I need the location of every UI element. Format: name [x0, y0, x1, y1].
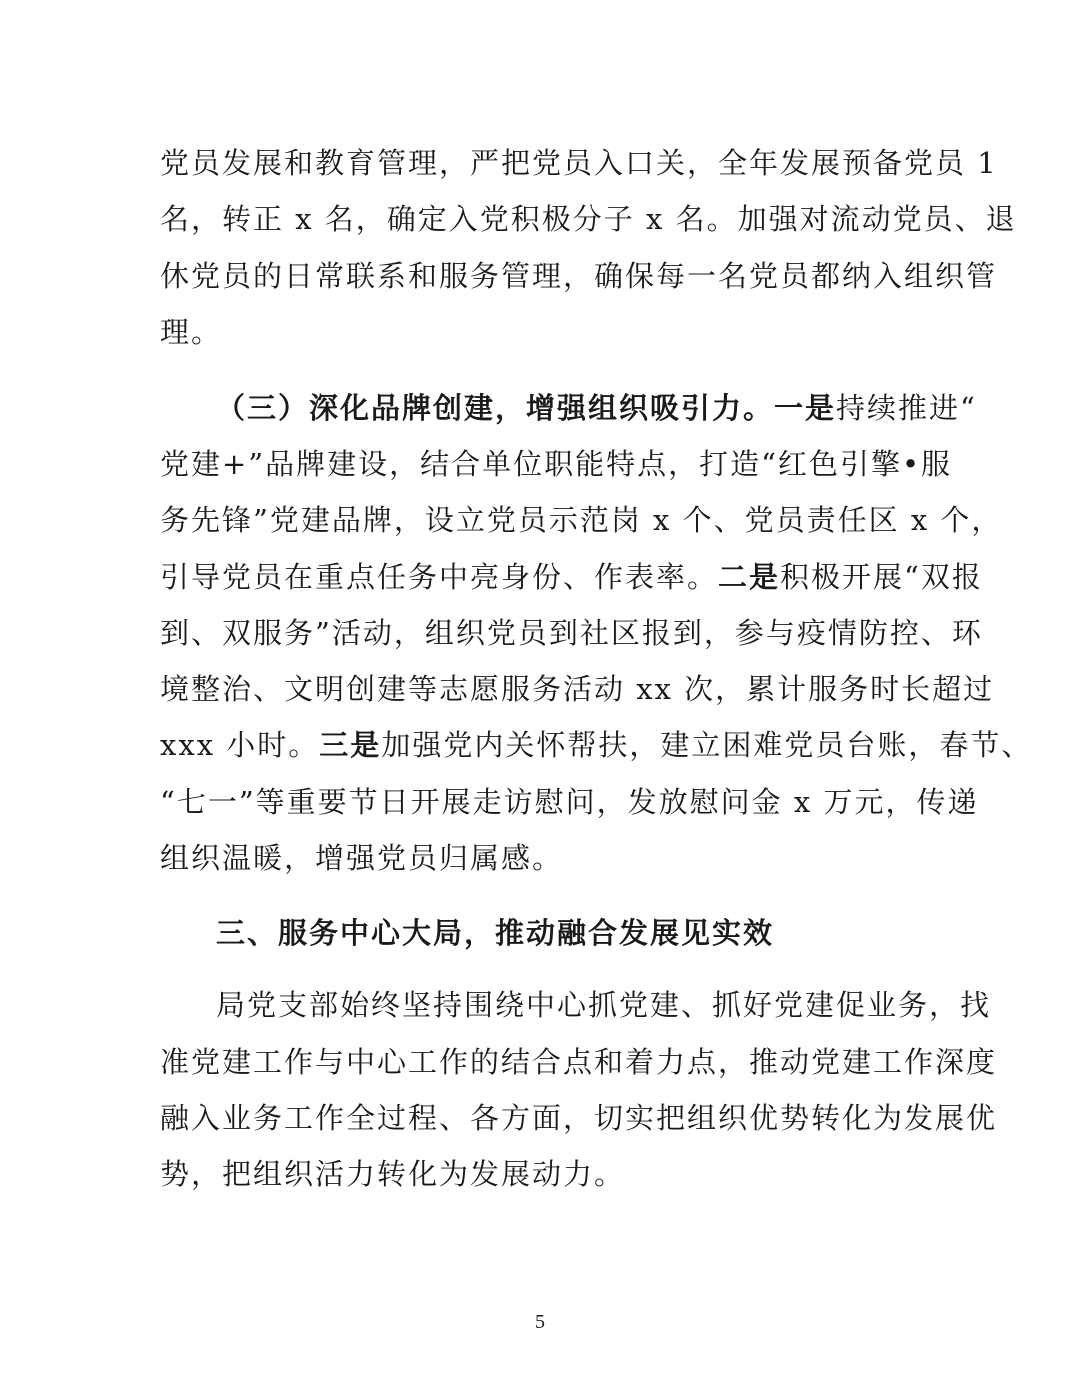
paragraph-2-line-6: 境整治、文明创建等志愿服务活动 xx 次，累计服务时长超过: [160, 672, 995, 706]
paragraph-1-line-1: 党员发展和教育管理，严把党员入口关，全年发展预备党员 1: [160, 146, 998, 180]
paragraph-2-line-7-pre: xxx 小时。: [160, 728, 320, 762]
paragraph-2-line-1: [216, 388, 977, 428]
paragraph-2-line-9: 组织温暖，增强党员归属感。: [160, 841, 564, 875]
subsection-heading: （三）深化品牌创建，增强组织吸引力。: [216, 391, 775, 425]
paragraph-2-line-4-rest: 积极开展“双报: [780, 560, 983, 594]
paragraph-2-line-4: [160, 557, 983, 597]
paragraph-1-line-3: 休党员的日常联系和服务管理，确保每一名党员都纳入组织管: [160, 259, 998, 293]
paragraph-2-line-5: 到、双服务”活动，组织党员到社区报到，参与疫情防控、环: [160, 616, 983, 650]
page-number: 5: [535, 1311, 545, 1333]
paragraph-3-line-4: 势，把组织活力转化为发展动力。: [160, 1157, 626, 1191]
paragraph-3-line-1: 局党支部始终坚持围绕中心抓党建、抓好党建促业务，找: [216, 988, 992, 1022]
paragraph-2-line-4-pre: 引导党员在重点任务中亮身份、作表率。: [160, 560, 719, 594]
paragraph-1-line-2: 名，转正 x 名，确定入党积极分子 x 名。加强对流动党员、退: [160, 202, 1017, 236]
section-heading: 三、服务中心大局，推动融合发展见实效: [216, 916, 775, 950]
paragraph-2-line-3: 务先锋”党建品牌，设立党员示范岗 x 个、党员责任区 x 个，: [160, 503, 1003, 537]
paragraph-2-line-2: 党建+”品牌建设，结合单位职能特点，打造“红色引擎•服: [160, 447, 953, 481]
paragraph-2-line-8: “七一”等重要节日开展走访慰问，发放慰问金 x 万元，传递: [160, 785, 979, 819]
paragraph-3-line-3: 融入业务工作全过程、各方面，切实把组织优势转化为发展优: [160, 1101, 998, 1135]
paragraph-1-line-4: 理。: [160, 315, 223, 349]
emphasis-third: 三是: [319, 728, 382, 762]
paragraph-2-line-7: [160, 725, 1032, 765]
paragraph-2-line-7-rest: 加强党内关怀帮扶，建立困难党员台账，春节、: [381, 728, 1033, 762]
paragraph-3-line-2: 准党建工作与中心工作的结合点和着力点，推动党建工作深度: [160, 1045, 998, 1079]
emphasis-second: 二是: [718, 560, 781, 594]
paragraph-2-line-1-rest: 持续推进“: [836, 391, 977, 425]
emphasis-first: 一是: [774, 391, 837, 425]
